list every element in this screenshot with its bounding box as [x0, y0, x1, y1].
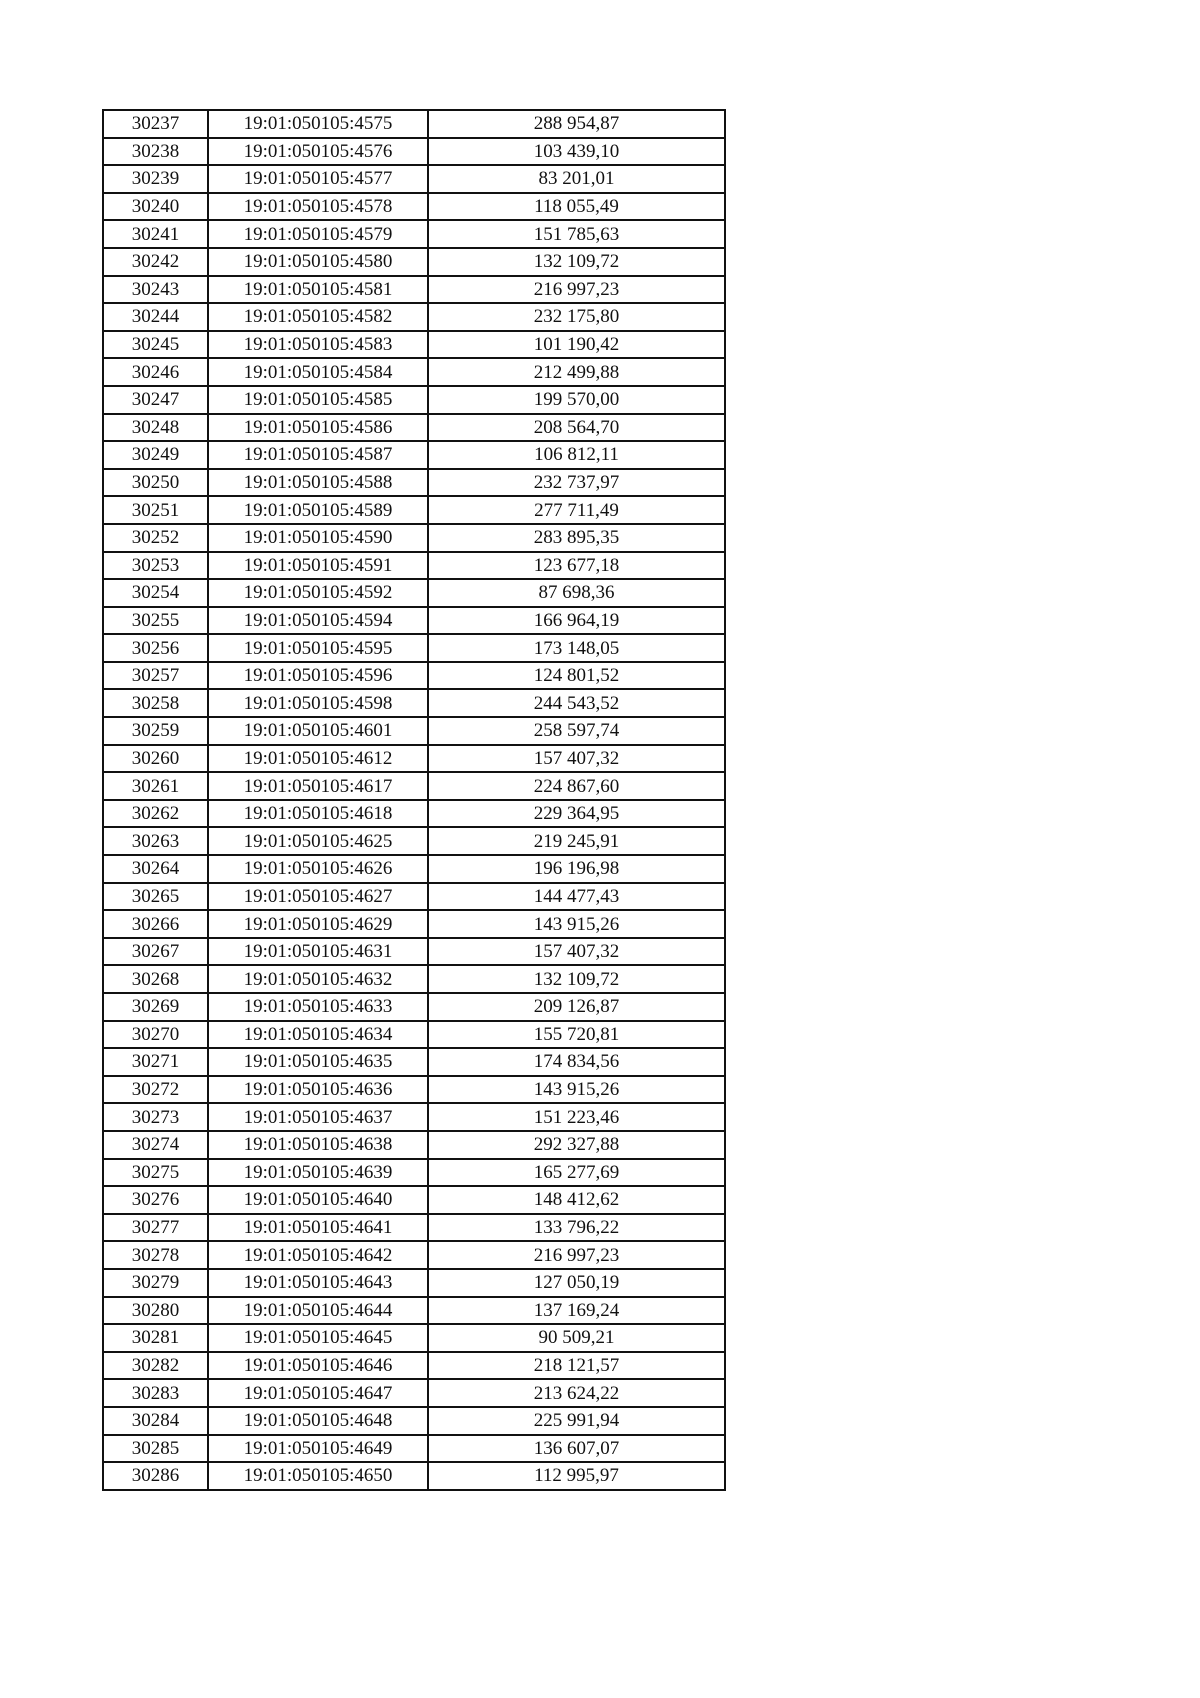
- cadastral-number-cell: 19:01:050105:4638: [208, 1131, 428, 1159]
- row-number-cell: 30265: [103, 883, 208, 911]
- cadastral-number-cell: 19:01:050105:4598: [208, 689, 428, 717]
- cadastral-number-cell: 19:01:050105:4639: [208, 1159, 428, 1187]
- cadastral-number-cell: 19:01:050105:4633: [208, 993, 428, 1021]
- cadastral-number-cell: 19:01:050105:4648: [208, 1407, 428, 1435]
- cadastral-number-cell: 19:01:050105:4583: [208, 331, 428, 359]
- row-number-cell: 30281: [103, 1324, 208, 1352]
- row-number-cell: 30243: [103, 276, 208, 304]
- cadastral-number-cell: 19:01:050105:4577: [208, 165, 428, 193]
- cadastral-number-cell: 19:01:050105:4585: [208, 386, 428, 414]
- cadastral-number-cell: 19:01:050105:4576: [208, 138, 428, 166]
- cadastral-value-cell: 137 169,24: [428, 1297, 725, 1325]
- cadastral-number-cell: 19:01:050105:4650: [208, 1462, 428, 1490]
- table-row: [103, 1214, 725, 1242]
- row-number-cell: 30264: [103, 855, 208, 883]
- cadastral-value-cell: 101 190,42: [428, 331, 725, 359]
- cadastral-number-cell: 19:01:050105:4626: [208, 855, 428, 883]
- table-row: [103, 1048, 725, 1076]
- cadastral-value-table: [102, 109, 726, 1491]
- table-row: [103, 386, 725, 414]
- cadastral-value-cell: 87 698,36: [428, 579, 725, 607]
- table-row: [103, 1131, 725, 1159]
- cadastral-number-cell: 19:01:050105:4634: [208, 1021, 428, 1049]
- cadastral-value-cell: 166 964,19: [428, 607, 725, 635]
- table-row: [103, 1297, 725, 1325]
- cadastral-number-cell: 19:01:050105:4629: [208, 910, 428, 938]
- cadastral-value-cell: 132 109,72: [428, 965, 725, 993]
- row-number-cell: 30247: [103, 386, 208, 414]
- table-row: [103, 193, 725, 221]
- cadastral-value-cell: 283 895,35: [428, 524, 725, 552]
- cadastral-value-cell: 212 499,88: [428, 358, 725, 386]
- row-number-cell: 30254: [103, 579, 208, 607]
- cadastral-value-cell: 143 915,26: [428, 910, 725, 938]
- row-number-cell: 30283: [103, 1379, 208, 1407]
- table-row: [103, 662, 725, 690]
- cadastral-number-cell: 19:01:050105:4601: [208, 717, 428, 745]
- cadastral-number-cell: 19:01:050105:4575: [208, 110, 428, 138]
- table-row: [103, 1435, 725, 1463]
- table-row: [103, 138, 725, 166]
- cadastral-value-cell: 196 196,98: [428, 855, 725, 883]
- row-number-cell: 30263: [103, 827, 208, 855]
- cadastral-number-cell: 19:01:050105:4592: [208, 579, 428, 607]
- cadastral-value-cell: 118 055,49: [428, 193, 725, 221]
- table-row: [103, 607, 725, 635]
- row-number-cell: 30276: [103, 1186, 208, 1214]
- row-number-cell: 30262: [103, 800, 208, 828]
- table-row: [103, 276, 725, 304]
- cadastral-value-cell: 127 050,19: [428, 1269, 725, 1297]
- table-row: [103, 717, 725, 745]
- table-row: [103, 469, 725, 497]
- cadastral-number-cell: 19:01:050105:4595: [208, 634, 428, 662]
- cadastral-value-cell: 133 796,22: [428, 1214, 725, 1242]
- cadastral-number-cell: 19:01:050105:4588: [208, 469, 428, 497]
- row-number-cell: 30241: [103, 220, 208, 248]
- table-row: [103, 331, 725, 359]
- row-number-cell: 30285: [103, 1435, 208, 1463]
- row-number-cell: 30282: [103, 1352, 208, 1380]
- table-row: [103, 855, 725, 883]
- cadastral-value-cell: 143 915,26: [428, 1076, 725, 1104]
- table-row: [103, 579, 725, 607]
- cadastral-value-cell: 157 407,32: [428, 745, 725, 773]
- cadastral-number-cell: 19:01:050105:4580: [208, 248, 428, 276]
- row-number-cell: 30253: [103, 552, 208, 580]
- cadastral-value-cell: 208 564,70: [428, 414, 725, 442]
- cadastral-value-cell: 155 720,81: [428, 1021, 725, 1049]
- row-number-cell: 30251: [103, 496, 208, 524]
- cadastral-number-cell: 19:01:050105:4579: [208, 220, 428, 248]
- cadastral-number-cell: 19:01:050105:4636: [208, 1076, 428, 1104]
- cadastral-value-cell: 144 477,43: [428, 883, 725, 911]
- row-number-cell: 30271: [103, 1048, 208, 1076]
- table-row: [103, 1462, 725, 1490]
- cadastral-value-cell: 199 570,00: [428, 386, 725, 414]
- row-number-cell: 30237: [103, 110, 208, 138]
- cadastral-number-cell: 19:01:050105:4587: [208, 441, 428, 469]
- row-number-cell: 30250: [103, 469, 208, 497]
- cadastral-number-cell: 19:01:050105:4637: [208, 1103, 428, 1131]
- table-row: [103, 745, 725, 773]
- row-number-cell: 30270: [103, 1021, 208, 1049]
- row-number-cell: 30238: [103, 138, 208, 166]
- cadastral-number-cell: 19:01:050105:4584: [208, 358, 428, 386]
- cadastral-number-cell: 19:01:050105:4590: [208, 524, 428, 552]
- table-body: [103, 110, 725, 1490]
- cadastral-number-cell: 19:01:050105:4582: [208, 303, 428, 331]
- row-number-cell: 30257: [103, 662, 208, 690]
- row-number-cell: 30258: [103, 689, 208, 717]
- cadastral-value-cell: 216 997,23: [428, 1241, 725, 1269]
- row-number-cell: 30284: [103, 1407, 208, 1435]
- table-row: [103, 1352, 725, 1380]
- cadastral-number-cell: 19:01:050105:4645: [208, 1324, 428, 1352]
- cadastral-value-cell: 218 121,57: [428, 1352, 725, 1380]
- table-row: [103, 524, 725, 552]
- cadastral-value-cell: 232 737,97: [428, 469, 725, 497]
- cadastral-value-cell: 123 677,18: [428, 552, 725, 580]
- table-row: [103, 1021, 725, 1049]
- row-number-cell: 30266: [103, 910, 208, 938]
- table-row: [103, 552, 725, 580]
- row-number-cell: 30252: [103, 524, 208, 552]
- table-row: [103, 1379, 725, 1407]
- cadastral-number-cell: 19:01:050105:4640: [208, 1186, 428, 1214]
- cadastral-value-cell: 132 109,72: [428, 248, 725, 276]
- cadastral-value-cell: 229 364,95: [428, 800, 725, 828]
- table-row: [103, 414, 725, 442]
- cadastral-value-cell: 292 327,88: [428, 1131, 725, 1159]
- table-row: [103, 1269, 725, 1297]
- cadastral-number-cell: 19:01:050105:4596: [208, 662, 428, 690]
- cadastral-number-cell: 19:01:050105:4641: [208, 1214, 428, 1242]
- cadastral-value-cell: 219 245,91: [428, 827, 725, 855]
- cadastral-number-cell: 19:01:050105:4643: [208, 1269, 428, 1297]
- cadastral-number-cell: 19:01:050105:4646: [208, 1352, 428, 1380]
- cadastral-value-cell: 288 954,87: [428, 110, 725, 138]
- cadastral-value-cell: 83 201,01: [428, 165, 725, 193]
- row-number-cell: 30255: [103, 607, 208, 635]
- row-number-cell: 30267: [103, 938, 208, 966]
- cadastral-value-cell: 225 991,94: [428, 1407, 725, 1435]
- cadastral-value-cell: 112 995,97: [428, 1462, 725, 1490]
- cadastral-value-cell: 106 812,11: [428, 441, 725, 469]
- table-row: [103, 1324, 725, 1352]
- table-row: [103, 938, 725, 966]
- row-number-cell: 30273: [103, 1103, 208, 1131]
- cadastral-value-cell: 209 126,87: [428, 993, 725, 1021]
- table-row: [103, 496, 725, 524]
- table-row: [103, 1186, 725, 1214]
- cadastral-value-cell: 151 223,46: [428, 1103, 725, 1131]
- table-row: [103, 993, 725, 1021]
- cadastral-value-cell: 213 624,22: [428, 1379, 725, 1407]
- row-number-cell: 30240: [103, 193, 208, 221]
- row-number-cell: 30279: [103, 1269, 208, 1297]
- row-number-cell: 30259: [103, 717, 208, 745]
- table-row: [103, 1407, 725, 1435]
- table-row: [103, 634, 725, 662]
- cadastral-value-cell: 136 607,07: [428, 1435, 725, 1463]
- table-row: [103, 800, 725, 828]
- cadastral-value-cell: 174 834,56: [428, 1048, 725, 1076]
- cadastral-number-cell: 19:01:050105:4594: [208, 607, 428, 635]
- table-row: [103, 1076, 725, 1104]
- row-number-cell: 30278: [103, 1241, 208, 1269]
- row-number-cell: 30239: [103, 165, 208, 193]
- cadastral-value-cell: 216 997,23: [428, 276, 725, 304]
- row-number-cell: 30242: [103, 248, 208, 276]
- cadastral-value-cell: 124 801,52: [428, 662, 725, 690]
- cadastral-number-cell: 19:01:050105:4591: [208, 552, 428, 580]
- row-number-cell: 30244: [103, 303, 208, 331]
- cadastral-number-cell: 19:01:050105:4581: [208, 276, 428, 304]
- row-number-cell: 30275: [103, 1159, 208, 1187]
- table-row: [103, 772, 725, 800]
- row-number-cell: 30272: [103, 1076, 208, 1104]
- cadastral-value-cell: 277 711,49: [428, 496, 725, 524]
- table-row: [103, 1103, 725, 1131]
- table-row: [103, 358, 725, 386]
- cadastral-value-cell: 151 785,63: [428, 220, 725, 248]
- table-row: [103, 965, 725, 993]
- cadastral-value-cell: 165 277,69: [428, 1159, 725, 1187]
- cadastral-number-cell: 19:01:050105:4589: [208, 496, 428, 524]
- table-row: [103, 165, 725, 193]
- cadastral-value-cell: 173 148,05: [428, 634, 725, 662]
- cadastral-number-cell: 19:01:050105:4644: [208, 1297, 428, 1325]
- cadastral-number-cell: 19:01:050105:4627: [208, 883, 428, 911]
- cadastral-number-cell: 19:01:050105:4635: [208, 1048, 428, 1076]
- cadastral-number-cell: 19:01:050105:4647: [208, 1379, 428, 1407]
- cadastral-number-cell: 19:01:050105:4618: [208, 800, 428, 828]
- table-row: [103, 1241, 725, 1269]
- cadastral-number-cell: 19:01:050105:4642: [208, 1241, 428, 1269]
- row-number-cell: 30256: [103, 634, 208, 662]
- table-row: [103, 910, 725, 938]
- row-number-cell: 30280: [103, 1297, 208, 1325]
- cadastral-number-cell: 19:01:050105:4625: [208, 827, 428, 855]
- cadastral-number-cell: 19:01:050105:4649: [208, 1435, 428, 1463]
- cadastral-value-cell: 232 175,80: [428, 303, 725, 331]
- cadastral-value-cell: 244 543,52: [428, 689, 725, 717]
- row-number-cell: 30246: [103, 358, 208, 386]
- table-row: [103, 303, 725, 331]
- cadastral-number-cell: 19:01:050105:4617: [208, 772, 428, 800]
- cadastral-value-cell: 157 407,32: [428, 938, 725, 966]
- table-row: [103, 689, 725, 717]
- row-number-cell: 30286: [103, 1462, 208, 1490]
- row-number-cell: 30269: [103, 993, 208, 1021]
- row-number-cell: 30245: [103, 331, 208, 359]
- row-number-cell: 30260: [103, 745, 208, 773]
- cadastral-value-cell: 148 412,62: [428, 1186, 725, 1214]
- row-number-cell: 30274: [103, 1131, 208, 1159]
- table-row: [103, 1159, 725, 1187]
- cadastral-number-cell: 19:01:050105:4612: [208, 745, 428, 773]
- cadastral-number-cell: 19:01:050105:4631: [208, 938, 428, 966]
- row-number-cell: 30248: [103, 414, 208, 442]
- table-row: [103, 220, 725, 248]
- cadastral-value-cell: 224 867,60: [428, 772, 725, 800]
- table-row: [103, 827, 725, 855]
- cadastral-number-cell: 19:01:050105:4578: [208, 193, 428, 221]
- table-row: [103, 883, 725, 911]
- row-number-cell: 30277: [103, 1214, 208, 1242]
- row-number-cell: 30261: [103, 772, 208, 800]
- table-row: [103, 110, 725, 138]
- table-row: [103, 248, 725, 276]
- cadastral-value-cell: 90 509,21: [428, 1324, 725, 1352]
- row-number-cell: 30249: [103, 441, 208, 469]
- cadastral-number-cell: 19:01:050105:4586: [208, 414, 428, 442]
- cadastral-value-cell: 103 439,10: [428, 138, 725, 166]
- row-number-cell: 30268: [103, 965, 208, 993]
- cadastral-number-cell: 19:01:050105:4632: [208, 965, 428, 993]
- cadastral-value-cell: 258 597,74: [428, 717, 725, 745]
- table-row: [103, 441, 725, 469]
